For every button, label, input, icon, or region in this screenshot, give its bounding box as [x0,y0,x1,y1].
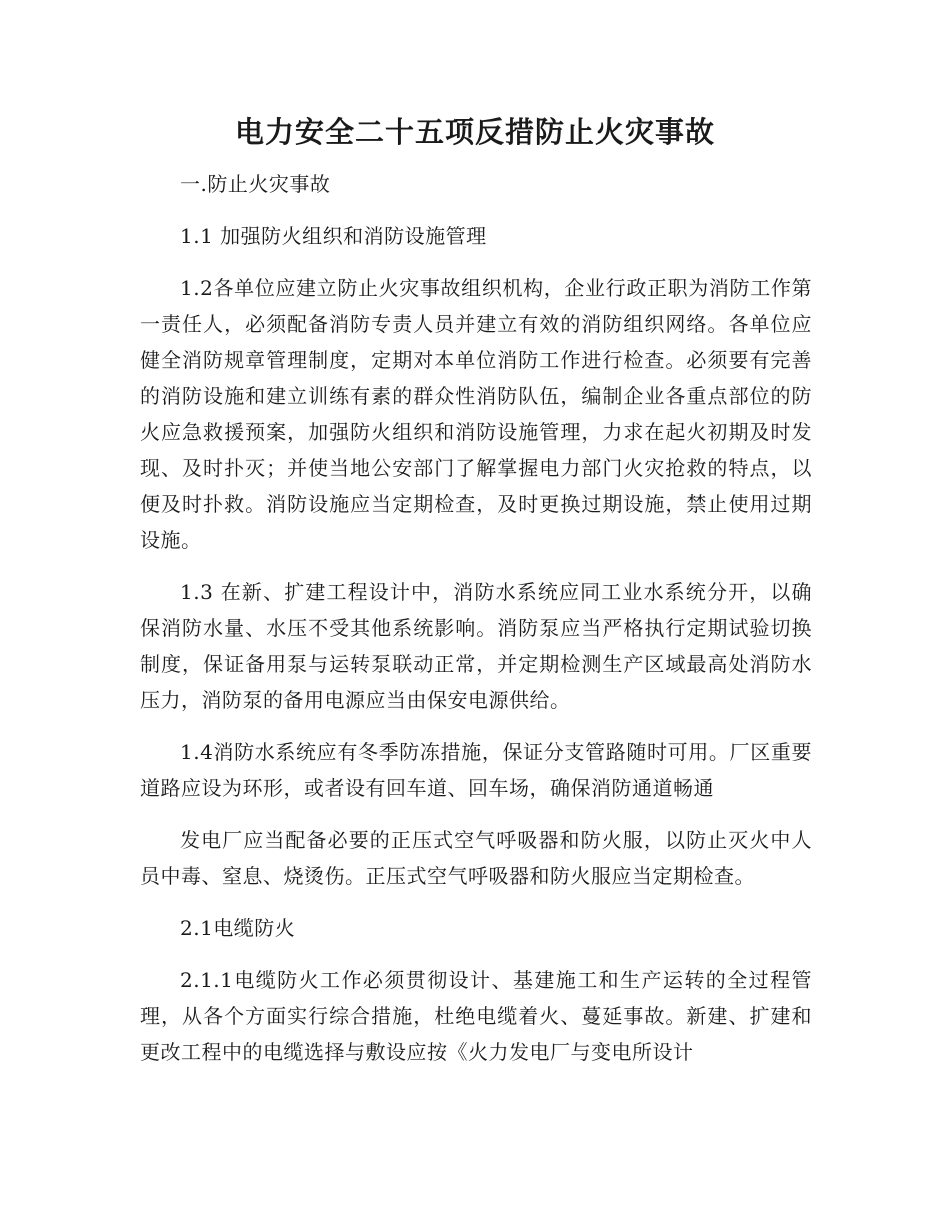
body-paragraph: 发电厂应当配备必要的正压式空气呼吸器和防火服，以防止灭火中人员中毒、窒息、烧烫伤。正压式空气呼吸器和防火服应当定期检查。 [140,828,812,888]
subsection-heading: 1.1 加强防火组织和消防设施管理 [180,224,487,248]
body-paragraph: 1.4消防水系统应有冬季防冻措施，保证分支管路随时可用。厂区重要道路应设为环形，或者设有回车道、回车场，确保消防通道畅通 [140,740,812,800]
body-paragraph: 1.3 在新、扩建工程设计中，消防水系统应同工业水系统分开，以确保消防水量、水压不受其他系统影响。消防泵应当严格执行定期试验切换制度，保证备用泵与运转泵联动正常，并定期检测生产区域最高处消防水压力，消防泵的备用电源应当由保安电源供给。 [140,580,812,712]
subsection-heading: 2.1电缆防火 [180,916,296,940]
body-paragraph: 2.1.1电缆防火工作必须贯彻设计、基建施工和生产运转的全过程管理，从各个方面实行综合措施，杜绝电缆着火、蔓延事故。新建、扩建和更改工程中的电缆选择与敷设应按《火力发电厂与变电所设计 [140,968,812,1064]
body-paragraph: 1.2各单位应建立防止火灾事故组织机构，企业行政正职为消防工作第一责任人，必须配备消防专责人员并建立有效的消防组织网络。各单位应健全消防规章管理制度，定期对本单位消防工作进行检查。必须要有完善的消防设施和建立训练有素的群众性消防队伍，编制企业各重点部位的防火应急救援预案，加强防火组织和消防设施管理，力求在起火初期及时发现、及时扑灭；并使当地公安部门了解掌握电力部门火灾抢救的特点，以便及时扑救。消防设施应当定期检查，及时更换过期设施，禁止使用过期设施。 [140,276,812,552]
section-heading: 一.防止火灾事故 [180,172,331,196]
document-title: 电力安全二十五项反措防止火灾事故 [234,115,715,149]
document-body [140,166,812,1086]
